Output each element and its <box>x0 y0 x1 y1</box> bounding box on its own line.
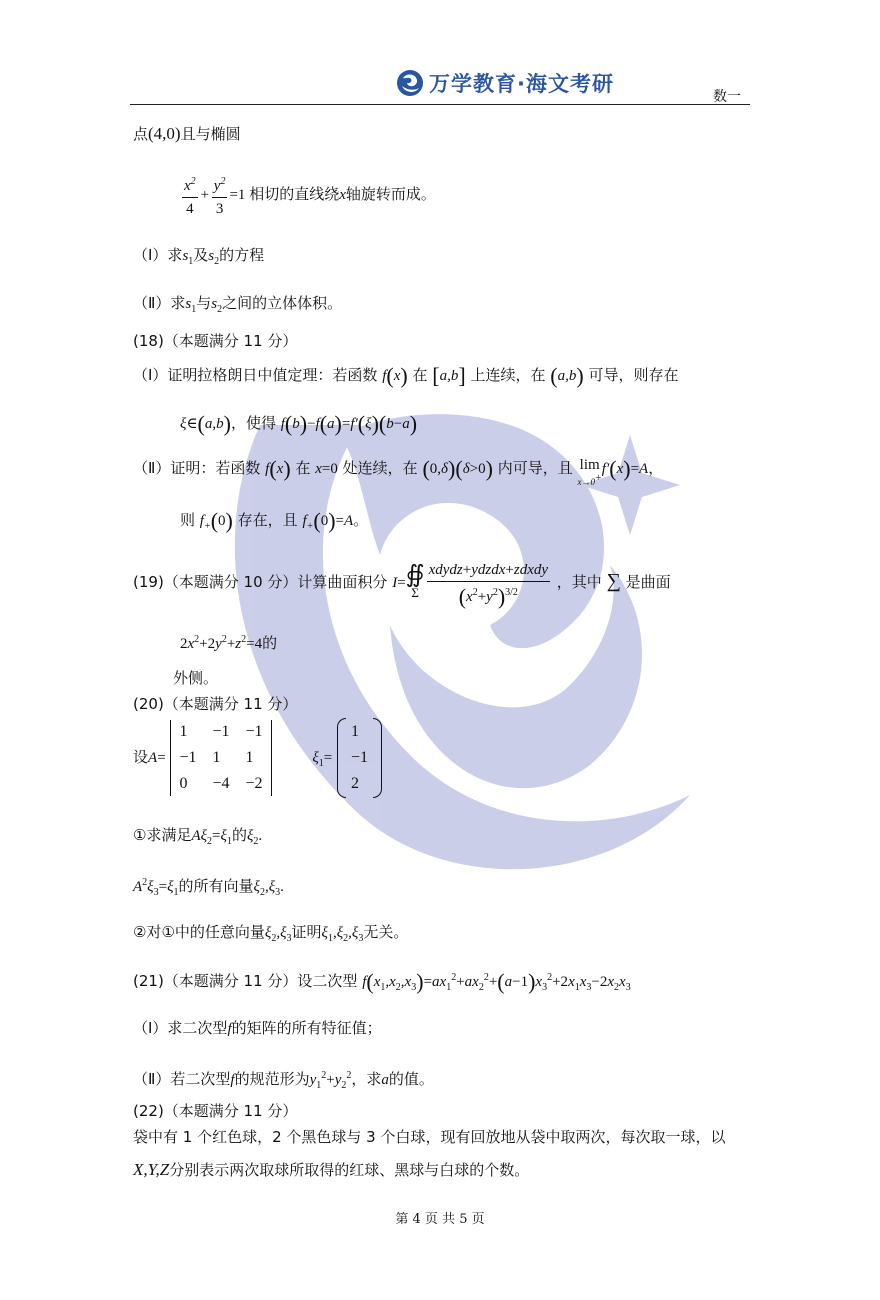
q20-item2-end: 无关。 <box>363 923 409 941</box>
q21-p2-mid: 的规范形为 <box>234 1070 310 1088</box>
matrix-cell: 1 <box>212 749 221 766</box>
header-divider <box>130 104 750 105</box>
matrix-cell: 0 <box>179 775 188 792</box>
q17-ellipse-line <box>180 172 436 219</box>
q20-item2-prefix: ②对①中的任意向量 <box>133 923 265 941</box>
q18-p2-exists: 存在，且 <box>237 511 298 529</box>
q18-part1-line2: ξ∈(a,b)，使得 f(b)−f(a)=f′(ξ)(b−a) <box>180 411 418 436</box>
vector-cell: −1 <box>351 749 369 766</box>
q18-part2-line2: 则 $f_+(0)$ 存在，且 $f_+(0)=A$。 <box>180 508 369 533</box>
subject-label: 数一 <box>713 89 741 105</box>
q18-part2-line1: （Ⅱ）证明：若函数 f(x) 在 x=0 处连续，在 (0,δ)(δ>0) 内可导，且 lim x→0+ f′(x)=A， <box>133 456 664 487</box>
q21-p1: （Ⅰ）求二次型 <box>133 1019 228 1037</box>
q20-item1-line2: $A^2\xi_3=\xi_1$的所有向量$\xi_2,\xi_3$. <box>133 877 284 898</box>
q18-p2-diff: 内可导，且 <box>497 459 573 477</box>
q17-part1-mid: 及 <box>193 246 209 264</box>
matrix-cell: −4 <box>212 775 230 792</box>
q18-p1-mid: ，使得 <box>230 414 276 432</box>
q22-line1: 袋中有 1 个红色球，2 个黑色球与 3 个白球，现有回放地从袋中取两次，每次取一球，以 <box>133 1128 726 1146</box>
q19-surface-end: 的 <box>262 634 278 652</box>
q20-item1: ①求满足$A\xi_2=\xi_1$的$\xi_2$. <box>133 826 263 847</box>
q17-part1-end: 的方程 <box>219 246 265 264</box>
q17-suffix: 且与椭圆 <box>180 125 241 143</box>
q21-header: (21)（本题满分 11 分）设二次型 <box>133 972 358 990</box>
q21-p2-ask: ，求 <box>351 1070 382 1088</box>
q18-p2-label: （Ⅱ）证明：若函数 <box>133 459 261 477</box>
q18-header: (18)（本题满分 11 分） <box>133 332 298 350</box>
matrix-cell: −1 <box>179 749 197 766</box>
matrix-cell: −2 <box>245 775 263 792</box>
matrix-cell: 1 <box>179 723 188 740</box>
q20-item2-mid: 证明 <box>291 923 322 941</box>
q17-tangent-text: 相切的直线绕 <box>249 184 340 203</box>
surface-integral: I= ∯ Σ $\frac{\text{xdydz+ydzdx+zdxdy}}{(x^2+y^2)^{3/2}}$ <box>392 561 549 609</box>
q19-surface-eq: $2x^2+2y^2+z^2=4$的 <box>180 634 278 652</box>
q18-part1-line1: （Ⅰ）证明拉格朗日中值定理：若函数 f(x) 在 [a,b] 上连续，在 (a,b) 可导，则存在 <box>133 363 679 388</box>
q20-header: (20)（本题满分 11 分） <box>133 695 298 713</box>
q17-rotate-text: 轴旋转而成。 <box>345 184 436 203</box>
matrix-a <box>170 720 271 796</box>
q19-outside: 外侧。 <box>173 669 219 687</box>
q17-point: (4,0) <box>148 124 181 143</box>
q17-prefix: 点 <box>133 125 149 143</box>
q20-item2: ②对①中的任意向量$\xi_2,\xi_3$证明$\xi_1,\xi_2,\xi_3$无关。 <box>133 923 409 944</box>
q18-p2-at: 在 <box>295 459 311 477</box>
q18-p1-in: 在 <box>412 366 428 384</box>
q22-header: (22)（本题满分 11 分） <box>133 1102 298 1120</box>
q21-part2: （Ⅱ）若二次型f的规范形为$y_1^2+y_2^2$，求a的值。 <box>133 1070 434 1091</box>
q21-p2-end: 的值。 <box>388 1070 434 1088</box>
vector-cell: 2 <box>351 775 359 792</box>
q21-line: (21)（本题满分 11 分）设二次型 $f(x_1,x_2,x_3)=ax_1^2+ax_2^2+(a-1)x_3^2+2x_1x_3-2x_2x_3$ <box>133 969 631 994</box>
q21-p1-end: 的矩阵的所有特征值； <box>231 1019 382 1037</box>
q17-part1-label: （Ⅰ）求 <box>133 246 183 264</box>
q17-axis: x <box>339 186 346 203</box>
vector-xi1 <box>337 718 382 798</box>
q20-let: 设 <box>133 748 149 766</box>
logo-text: 万学教育·海文考研 <box>429 72 614 96</box>
matrix-cell: −1 <box>212 723 230 740</box>
q18-p2-cont: 处连续，在 <box>342 459 418 477</box>
vector-cell: 1 <box>351 723 359 740</box>
q20-matrix-line: 设A= 1 −1 −1 −1 1 1 0 −4 −2 $\xi_1=$ 1 −1 2 <box>133 718 382 798</box>
q19-line: (19)（本题满分 10 分）计算曲面积分 I= ∯ Σ $\frac{\text{xdydz+ydzdx+zdxdy}}{(x^2+y^2)^{3/2}}$ ，其中 ∑ 是曲面 <box>133 561 671 609</box>
q18-p2-end: 。 <box>353 511 369 529</box>
header-logo <box>395 66 614 100</box>
q20-item1-suffix: 的 <box>231 826 247 844</box>
q18-p1-cont: 上连续，在 <box>470 366 546 384</box>
q20-item1-line2-suffix: 的所有向量 <box>178 877 254 895</box>
matrix-cell: −1 <box>245 723 263 740</box>
page-number: 第 4 页 共 5 页 <box>395 1212 485 1227</box>
q22-line2: X,Y,Z分别表示两次取球所取得的红球、黑球与白球的个数。 <box>133 1160 530 1179</box>
q21-p2: （Ⅱ）若二次型 <box>133 1070 231 1088</box>
matrix-cell: 1 <box>245 749 254 766</box>
q17-part2-end: 之间的立体体积。 <box>222 294 343 312</box>
q18-p1-label: （Ⅰ）证明拉格朗日中值定理：若函数 <box>133 366 378 384</box>
q17-part1: （Ⅰ）求$s_1$及$s_2$的方程 <box>133 246 265 267</box>
q18-p1-diff: 可导，则存在 <box>588 366 679 384</box>
q19-is-surface: 是曲面 <box>625 572 671 591</box>
q19-header: (19)（本题满分 10 分）计算曲面积分 <box>133 572 388 591</box>
q17-line1 <box>133 124 241 144</box>
q17-part2-mid: 与 <box>196 294 212 312</box>
q17-part2-label: （Ⅱ）求 <box>133 294 186 312</box>
swirl-logo-icon <box>395 68 425 98</box>
ellipse-equation: $\frac{x^2}{4}$ + $\frac{y^2}{3}$ =1 <box>180 187 249 203</box>
q20-item1-prefix: ①求满足 <box>133 826 192 844</box>
q17-part2: （Ⅱ）求$s_1$与$s_2$之间的立体体积。 <box>133 294 343 315</box>
q22-line2-suffix: 分别表示两次取球所取得的红球、黑球与白球的个数。 <box>169 1161 530 1179</box>
q19-where: ，其中 <box>556 572 602 591</box>
q18-p2-then: 则 <box>180 511 196 529</box>
q21-part1: （Ⅰ）求二次型f的矩阵的所有特征值； <box>133 1019 382 1037</box>
